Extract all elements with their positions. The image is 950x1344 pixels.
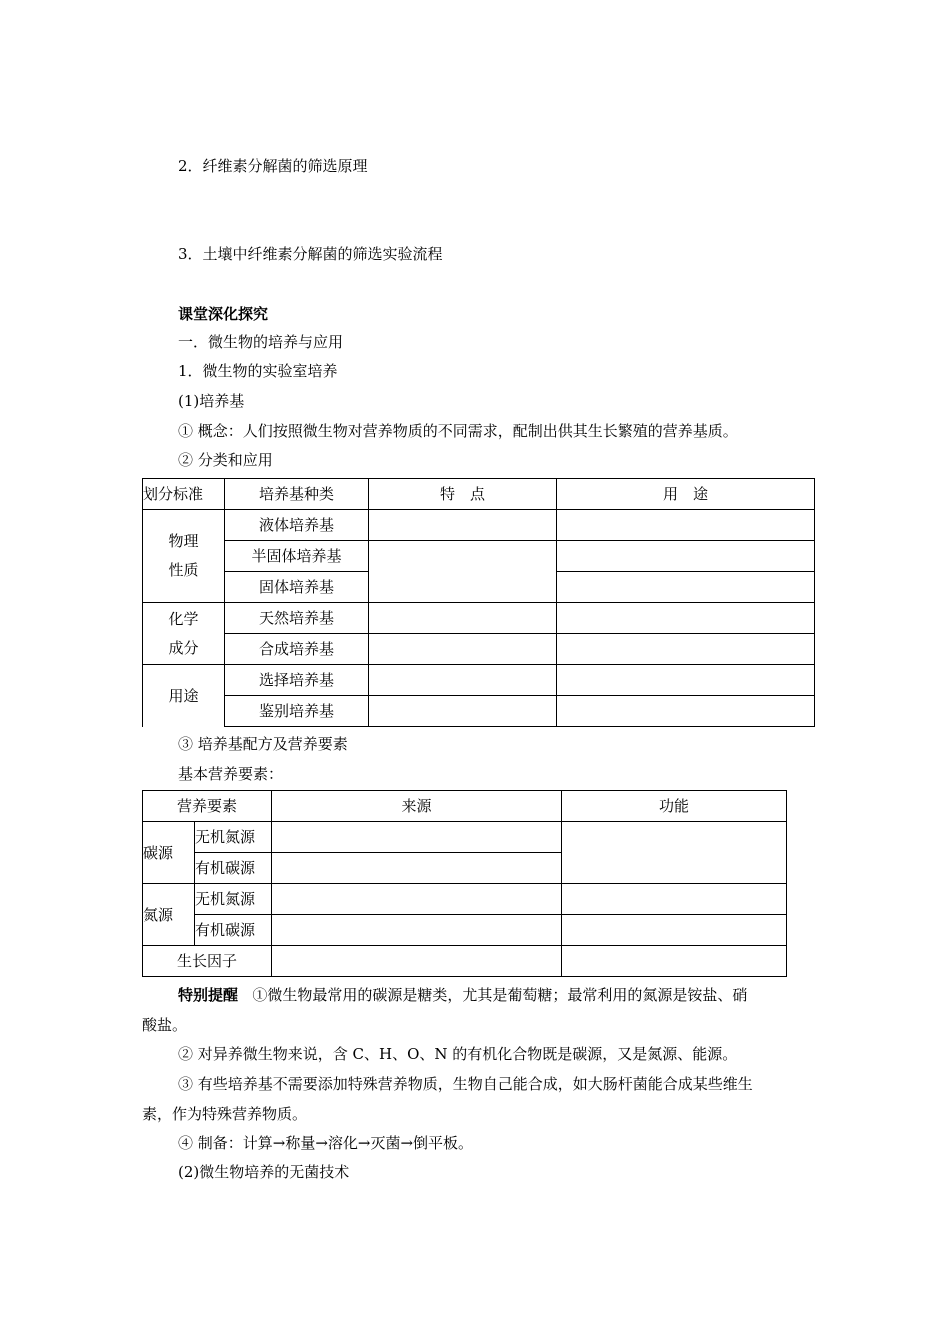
table-row <box>143 634 815 665</box>
source-cell <box>272 822 562 853</box>
nitrogen-source-cell: 氮源 <box>143 884 195 946</box>
concept-paragraph: ① 概念：人们按照微生物对营养物质的不同需求，配制出供其生长繁殖的营养基质。 <box>178 422 738 440</box>
function-cell <box>562 884 787 915</box>
use-cell <box>557 634 815 665</box>
table-row <box>143 603 815 634</box>
table-row <box>143 946 787 977</box>
table-header-cell: 功能 <box>562 791 787 822</box>
source-cell <box>272 853 562 884</box>
table-row <box>143 822 787 853</box>
tip-3-continued: 素，作为特殊营养物质。 <box>142 1105 308 1123</box>
function-cell <box>562 822 787 884</box>
medium-type-cell: 液体培养基 <box>225 510 369 541</box>
heading-1: 一．微生物的培养与应用 <box>178 333 344 351</box>
nutrient-table <box>142 790 787 977</box>
tip-label: 特别提醒 <box>178 986 239 1004</box>
section-title: 课堂深化探究 <box>178 305 269 323</box>
heading-1-1: 1．微生物的实验室培养 <box>178 362 338 380</box>
item-3-text: 3．土壤中纤维素分解菌的筛选实验流程 <box>178 245 443 263</box>
sub-type-cell: 有机碳源 <box>195 915 272 946</box>
item-2-text: 2．纤维素分解菌的筛选原理 <box>178 157 368 175</box>
table-header-row <box>143 791 787 822</box>
source-cell <box>272 884 562 915</box>
medium-classification-table <box>142 478 815 727</box>
feature-cell <box>369 510 557 541</box>
table-header-row <box>143 479 815 510</box>
use-cell <box>557 572 815 603</box>
table-header-cell: 划分标准 <box>143 479 225 510</box>
table-row <box>143 665 815 696</box>
source-cell <box>272 915 562 946</box>
tip-3: ③ 有些培养基不需要添加特殊营养物质，生物自己能合成，如大肠杆菌能合成某些维生 <box>178 1075 753 1093</box>
source-cell <box>272 946 562 977</box>
table-header-cell: 特 点 <box>369 479 557 510</box>
table-row <box>143 541 815 572</box>
carbon-source-cell: 碳源 <box>143 822 195 884</box>
table-row <box>143 915 787 946</box>
medium-type-cell: 固体培养基 <box>225 572 369 603</box>
medium-type-cell: 天然培养基 <box>225 603 369 634</box>
feature-cell <box>369 634 557 665</box>
table-header-cell: 来源 <box>272 791 562 822</box>
feature-cell <box>369 603 557 634</box>
use-cell <box>557 510 815 541</box>
tip-1-text: ①微生物最常用的碳源是糖类，尤其是葡萄糖；最常利用的氮源是铵盐、硝 <box>252 986 748 1004</box>
medium-type-cell: 合成培养基 <box>225 634 369 665</box>
heading-aseptic: (2)微生物培养的无菌技术 <box>178 1163 350 1181</box>
tip-1-continued: 酸盐。 <box>142 1016 188 1034</box>
tip-4: ④ 制备：计算→称量→溶化→灭菌→倒平板。 <box>178 1134 474 1152</box>
basic-nutrients-label: 基本营养要素： <box>178 765 284 783</box>
group-use: 用途 <box>143 665 225 727</box>
feature-cell <box>369 696 557 727</box>
sub-type-cell: 无机氮源 <box>195 822 272 853</box>
sub-type-cell: 无机氮源 <box>195 884 272 915</box>
tip-2: ② 对异养微生物来说，含 C、H、O、N 的有机化合物既是碳源，又是氮源、能源。 <box>178 1045 738 1063</box>
use-cell <box>557 541 815 572</box>
medium-type-cell: 鉴别培养基 <box>225 696 369 727</box>
tip-line-1 <box>178 985 747 1005</box>
function-cell <box>562 946 787 977</box>
use-cell <box>557 603 815 634</box>
table-header-cell: 培养基种类 <box>225 479 369 510</box>
table-header-cell: 营养要素 <box>143 791 272 822</box>
feature-cell <box>369 665 557 696</box>
heading-medium: (1)培养基 <box>178 392 245 410</box>
table-row <box>143 696 815 727</box>
growth-factor-cell: 生长因子 <box>143 946 272 977</box>
table-row <box>143 884 787 915</box>
table-header-cell: 用 途 <box>557 479 815 510</box>
function-cell <box>562 915 787 946</box>
use-cell <box>557 696 815 727</box>
group-chemical: 化学 成分 <box>143 603 225 665</box>
formula-heading: ③ 培养基配方及营养要素 <box>178 735 348 753</box>
medium-type-cell: 选择培养基 <box>225 665 369 696</box>
classification-heading: ② 分类和应用 <box>178 451 273 469</box>
use-cell <box>557 665 815 696</box>
medium-type-cell: 半固体培养基 <box>225 541 369 572</box>
feature-cell <box>369 541 557 603</box>
table-row <box>143 510 815 541</box>
group-physical: 物理 性质 <box>143 510 225 603</box>
sub-type-cell: 有机碳源 <box>195 853 272 884</box>
